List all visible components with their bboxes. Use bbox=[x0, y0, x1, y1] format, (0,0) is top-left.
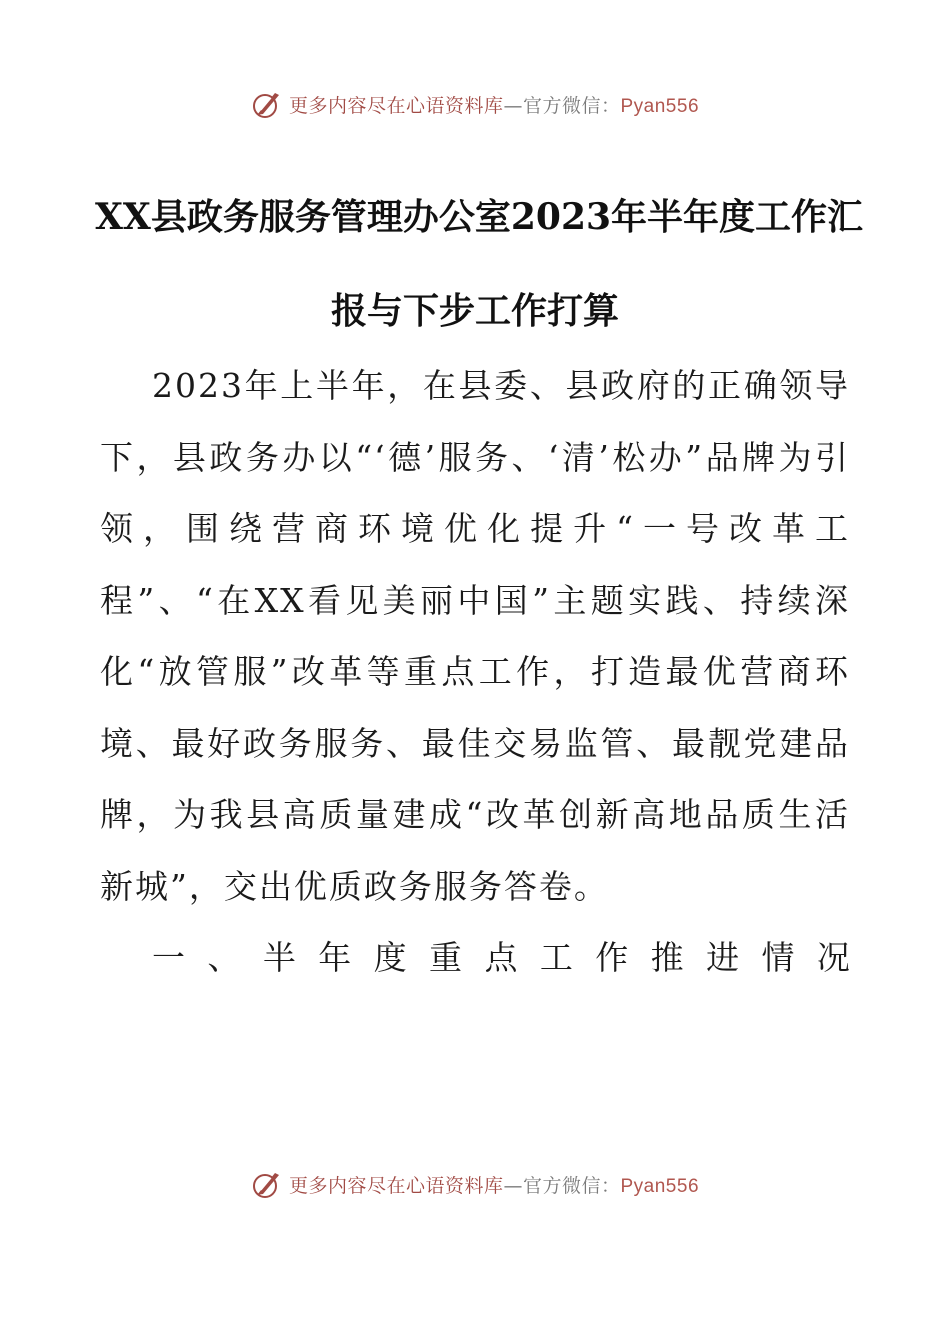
section-heading bbox=[100, 922, 850, 994]
watermark-banner-top bbox=[0, 84, 950, 124]
section-heading-char: 况 bbox=[816, 938, 850, 977]
section-heading-char: 情 bbox=[761, 938, 795, 977]
title-line-2: 报与下步工作打算 bbox=[330, 290, 619, 332]
section-heading-char: 作 bbox=[595, 938, 629, 977]
section-heading-char: 重 bbox=[429, 938, 463, 977]
intro-paragraph: 2023年上半年，在县委、县政府的正确领导下，县政务办以“‘德’服务、‘清’松办”品牌为引领，围绕营商环境优化提升“一号改革工程”、“在XX看见美丽中国”主题实践、持续深化“放管服”改革等重点工作，打造最优营商环境、最好政务服务、最佳交易监管、最靓党建品牌，为我县高质量建成“改革创新高地品质生活新城”，交出优质政务服务答卷。 bbox=[100, 366, 850, 906]
watermark-text: 更多内容尽在心语资料库—官方微信：Pyan556 bbox=[288, 1174, 700, 1197]
watermark-banner-bottom bbox=[0, 1164, 950, 1204]
section-heading-char: 度 bbox=[373, 938, 407, 977]
document-body bbox=[100, 350, 850, 994]
section-heading-char: 进 bbox=[706, 938, 740, 977]
title-line-1: XX县政务服务管理办公室2023年半年度工作汇 bbox=[95, 196, 864, 238]
section-heading-char: 、 bbox=[207, 938, 241, 977]
section-heading-char: 一 bbox=[152, 938, 185, 977]
watermark-text: 更多内容尽在心语资料库—官方微信：Pyan556 bbox=[288, 94, 700, 117]
quill-logo-icon bbox=[251, 88, 283, 120]
section-heading-char: 工 bbox=[539, 938, 573, 977]
section-heading-char: 点 bbox=[484, 938, 518, 977]
section-heading-char: 年 bbox=[318, 938, 352, 977]
section-heading-char: 半 bbox=[262, 938, 296, 977]
quill-logo-icon bbox=[251, 1168, 283, 1200]
document-title bbox=[95, 170, 864, 358]
section-heading-char: 推 bbox=[650, 938, 684, 977]
